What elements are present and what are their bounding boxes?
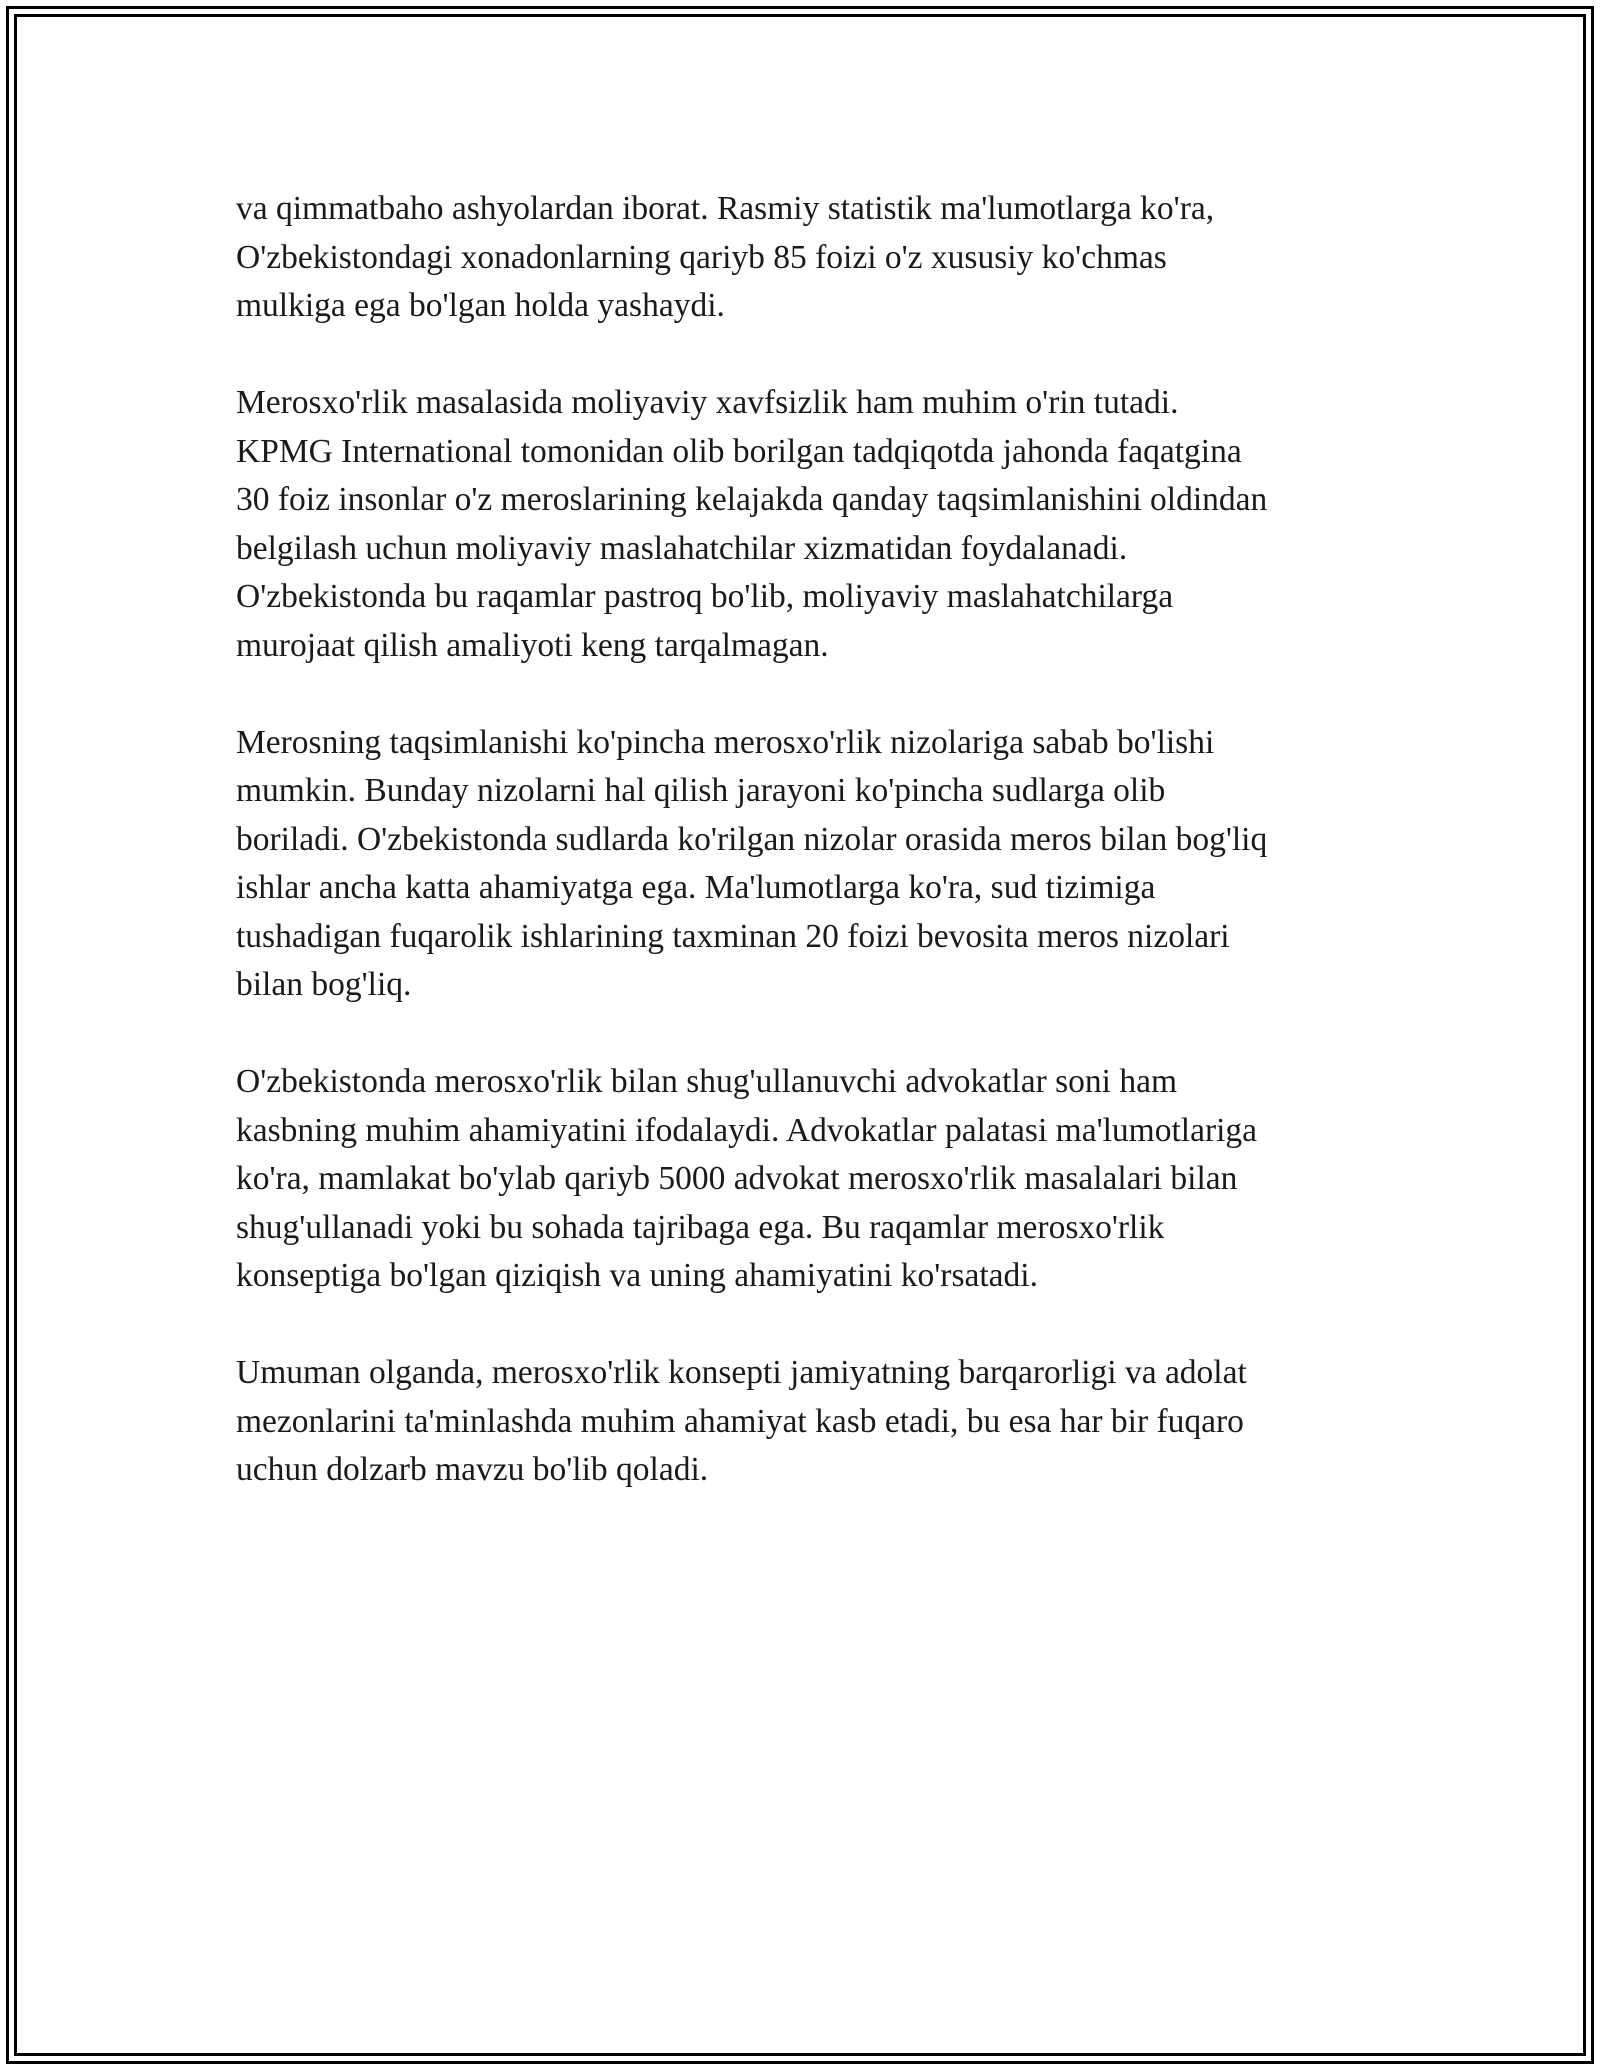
text-line: belgilash uchun moliyaviy maslahatchilar xizmatidan foydalanadi. [236, 529, 1128, 567]
text-line: O'zbekistonda merosxo'rlik bilan shug'ullanuvchi advokatlar soni ham [236, 1063, 1178, 1100]
paragraph-5 [236, 1349, 1376, 1495]
text-line: shug'ullanadi yoki bu sohada tajribaga ega. Bu raqamlar merosxo'rlik [236, 1208, 1165, 1246]
text-line: konseptiga bo'lgan qiziqish va uning ahamiyatini ko'rsatadi. [236, 1257, 1038, 1294]
text-line: mezonlarini ta'minlashda muhim ahamiyat kasb etadi, bu esa har bir fuqaro [236, 1402, 1244, 1440]
text-line: Merosning taqsimlanishi ko'pincha merosxo'rlik nizolariga sabab bo'lishi [236, 723, 1215, 761]
text-line: ishlar ancha katta ahamiyatga ega. Ma'lumotlarga ko'ra, sud tizimiga [236, 869, 1156, 906]
paragraph-4 [236, 1058, 1376, 1301]
text-line: va qimmatbaho ashyolardan iborat. Rasmiy statistik ma'lumotlarga ko'ra, [236, 190, 1215, 227]
text-line: tushadigan fuqarolik ishlarining taxminan 20 foizi bevosita meros nizolari [236, 917, 1230, 955]
text-line: Merosxo'rlik masalasida moliyaviy xavfsizlik ham muhim o'rin tutadi. [236, 384, 1179, 421]
paragraph-3 [236, 719, 1376, 1010]
text-line: uchun dolzarb mavzu bo'lib qoladi. [236, 1451, 709, 1488]
text-line: mulkiga ega bo'lgan holda yashaydi. [236, 287, 725, 324]
paragraph-1 [236, 185, 1376, 331]
paragraph-2 [236, 379, 1376, 670]
text-line: ko'ra, mamlakat bo'ylab qariyb 5000 advokat merosxo'rlik masalalari bilan [236, 1160, 1238, 1197]
text-line: O'zbekistonda bu raqamlar pastroq bo'lib, moliyaviy maslahatchilarga [236, 578, 1174, 615]
document-body [236, 185, 1376, 1543]
text-line: O'zbekistondagi xonadonlarning qariyb 85 foizi o'z xususiy ko'chmas [236, 238, 1167, 276]
text-line: kasbning muhim ahamiyatini ifodalaydi. Advokatlar palatasi ma'lumotlariga [236, 1111, 1258, 1149]
text-line: boriladi. O'zbekistonda sudlarda ko'rilgan nizolar orasida meros bilan bog'liq [236, 820, 1268, 858]
text-line: mumkin. Bunday nizolarni hal qilish jarayoni ko'pincha sudlarga olib [236, 772, 1166, 809]
text-line: bilan bog'liq. [236, 966, 412, 1003]
text-line: 30 foiz insonlar o'z meroslarining kelajakda qanday taqsimlanishini oldindan [236, 481, 1268, 518]
text-line: KPMG International tomonidan olib borilgan tadqiqotda jahonda faqatgina [236, 432, 1242, 470]
text-line: murojaat qilish amaliyoti keng tarqalmagan. [236, 626, 829, 664]
text-line: Umuman olganda, merosxo'rlik konsepti jamiyatning barqarorligi va adolat [236, 1354, 1247, 1391]
